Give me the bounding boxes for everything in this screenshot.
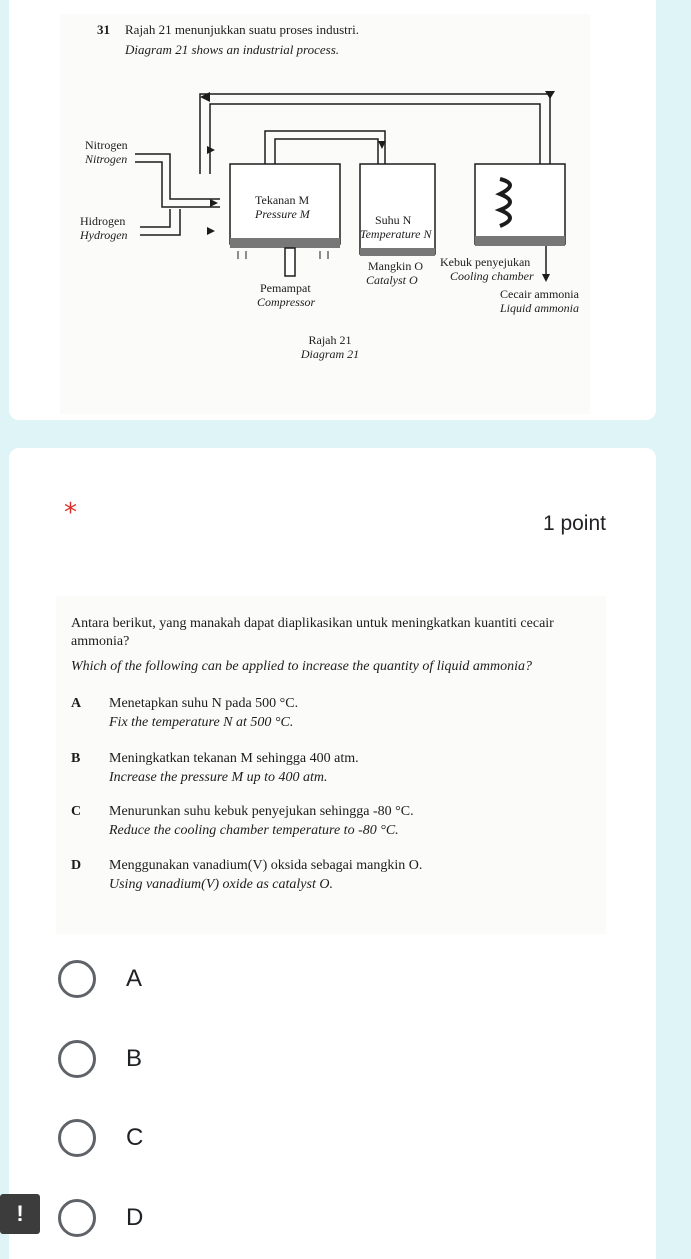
- option-a-label: A: [126, 965, 143, 992]
- catalyst-base: [360, 248, 435, 256]
- choice-a-en: Fix the temperature N at 500 °C.: [109, 715, 294, 730]
- label-temperature-ms: Suhu N: [375, 213, 412, 227]
- option-b-label: B: [126, 1045, 143, 1072]
- label-nitrogen-ms: Nitrogen: [85, 138, 128, 152]
- compressor-arrows: [238, 251, 328, 259]
- label-catalyst-ms: Mangkin O: [368, 259, 423, 273]
- option-d-label: D: [126, 1204, 144, 1231]
- cooling-chamber: [475, 164, 565, 244]
- choice-c-letter: C: [71, 804, 82, 819]
- option-d[interactable]: [58, 1198, 258, 1238]
- label-liquid-ms: Cecair ammonia: [500, 287, 579, 301]
- choice-c-en: Reduce the cooling chamber temperature to -80 °C.: [109, 823, 399, 838]
- question-number: 31: [97, 22, 110, 37]
- label-compressor-en: Compressor: [257, 295, 316, 309]
- choice-d-ms: Menggunakan vanadium(V) oksida sebagai mangkin O.: [109, 858, 423, 873]
- choice-b-letter: B: [71, 751, 81, 766]
- diagram-image: [60, 14, 590, 414]
- choice-a-ms: Menetapkan suhu N pada 500 °C.: [109, 696, 299, 711]
- radio-d[interactable]: [58, 1199, 96, 1237]
- intro-en: Diagram 21 shows an industrial process.: [125, 42, 340, 57]
- label-pressure-en: Pressure M: [255, 207, 310, 221]
- choice-b-en: Increase the pressure M up to 400 atm.: [109, 770, 328, 785]
- stem-ms-1: Antara berikut, yang manakah dapat diaplikasikan untuk meningkatkan kuantiti cecair: [71, 616, 554, 631]
- radio-c[interactable]: [58, 1119, 96, 1157]
- required-asterisk: *: [64, 498, 77, 528]
- option-a[interactable]: [58, 959, 258, 999]
- choice-d-letter: D: [71, 858, 82, 873]
- question-image: [56, 596, 606, 934]
- choice-d-en: Using vanadium(V) oxide as catalyst O.: [109, 877, 333, 892]
- points-label: 1 point: [542, 512, 606, 535]
- label-compressor-ms: Pemampat: [260, 281, 311, 295]
- process-diagram: [60, 14, 590, 414]
- option-c[interactable]: [58, 1118, 258, 1158]
- choice-c-ms: Menurunkan suhu kebuk penyejukan sehingga -80 °C.: [109, 804, 414, 819]
- stem-ms-2: ammonia?: [71, 634, 130, 649]
- radio-a[interactable]: [58, 960, 96, 998]
- label-hydrogen-en: Hydrogen: [80, 228, 128, 242]
- choice-b-ms: Meningkatkan tekanan M sehingga 400 atm.: [109, 751, 359, 766]
- label-nitrogen-en: Nitrogen: [85, 152, 128, 166]
- caption-en: Diagram 21: [300, 347, 360, 361]
- vessel-base: [230, 238, 340, 248]
- option-c-label: C: [126, 1124, 144, 1151]
- label-cooling-en: Cooling chamber: [450, 269, 534, 283]
- choice-a-letter: A: [71, 696, 82, 711]
- label-temperature-en: Temperature N: [360, 227, 432, 241]
- caption-ms: Rajah 21: [308, 333, 352, 347]
- liquid-ammonia-level: [475, 236, 565, 246]
- label-liquid-en: Liquid ammonia: [500, 301, 580, 315]
- label-pressure-ms: Tekanan M: [255, 193, 310, 207]
- label-hydrogen-ms: Hidrogen: [80, 214, 126, 228]
- option-b[interactable]: [58, 1039, 258, 1079]
- label-cooling-ms: Kebuk penyejukan: [440, 255, 531, 269]
- stem-en: Which of the following can be applied to increase the quantity of liquid ammonia?: [71, 659, 533, 674]
- alert-icon[interactable]: !: [0, 1194, 40, 1234]
- label-catalyst-en: Catalyst O: [366, 273, 418, 287]
- intro-ms: Rajah 21 menunjukkan suatu proses industri.: [125, 22, 359, 37]
- radio-b[interactable]: [58, 1040, 96, 1078]
- compressor: [285, 248, 295, 276]
